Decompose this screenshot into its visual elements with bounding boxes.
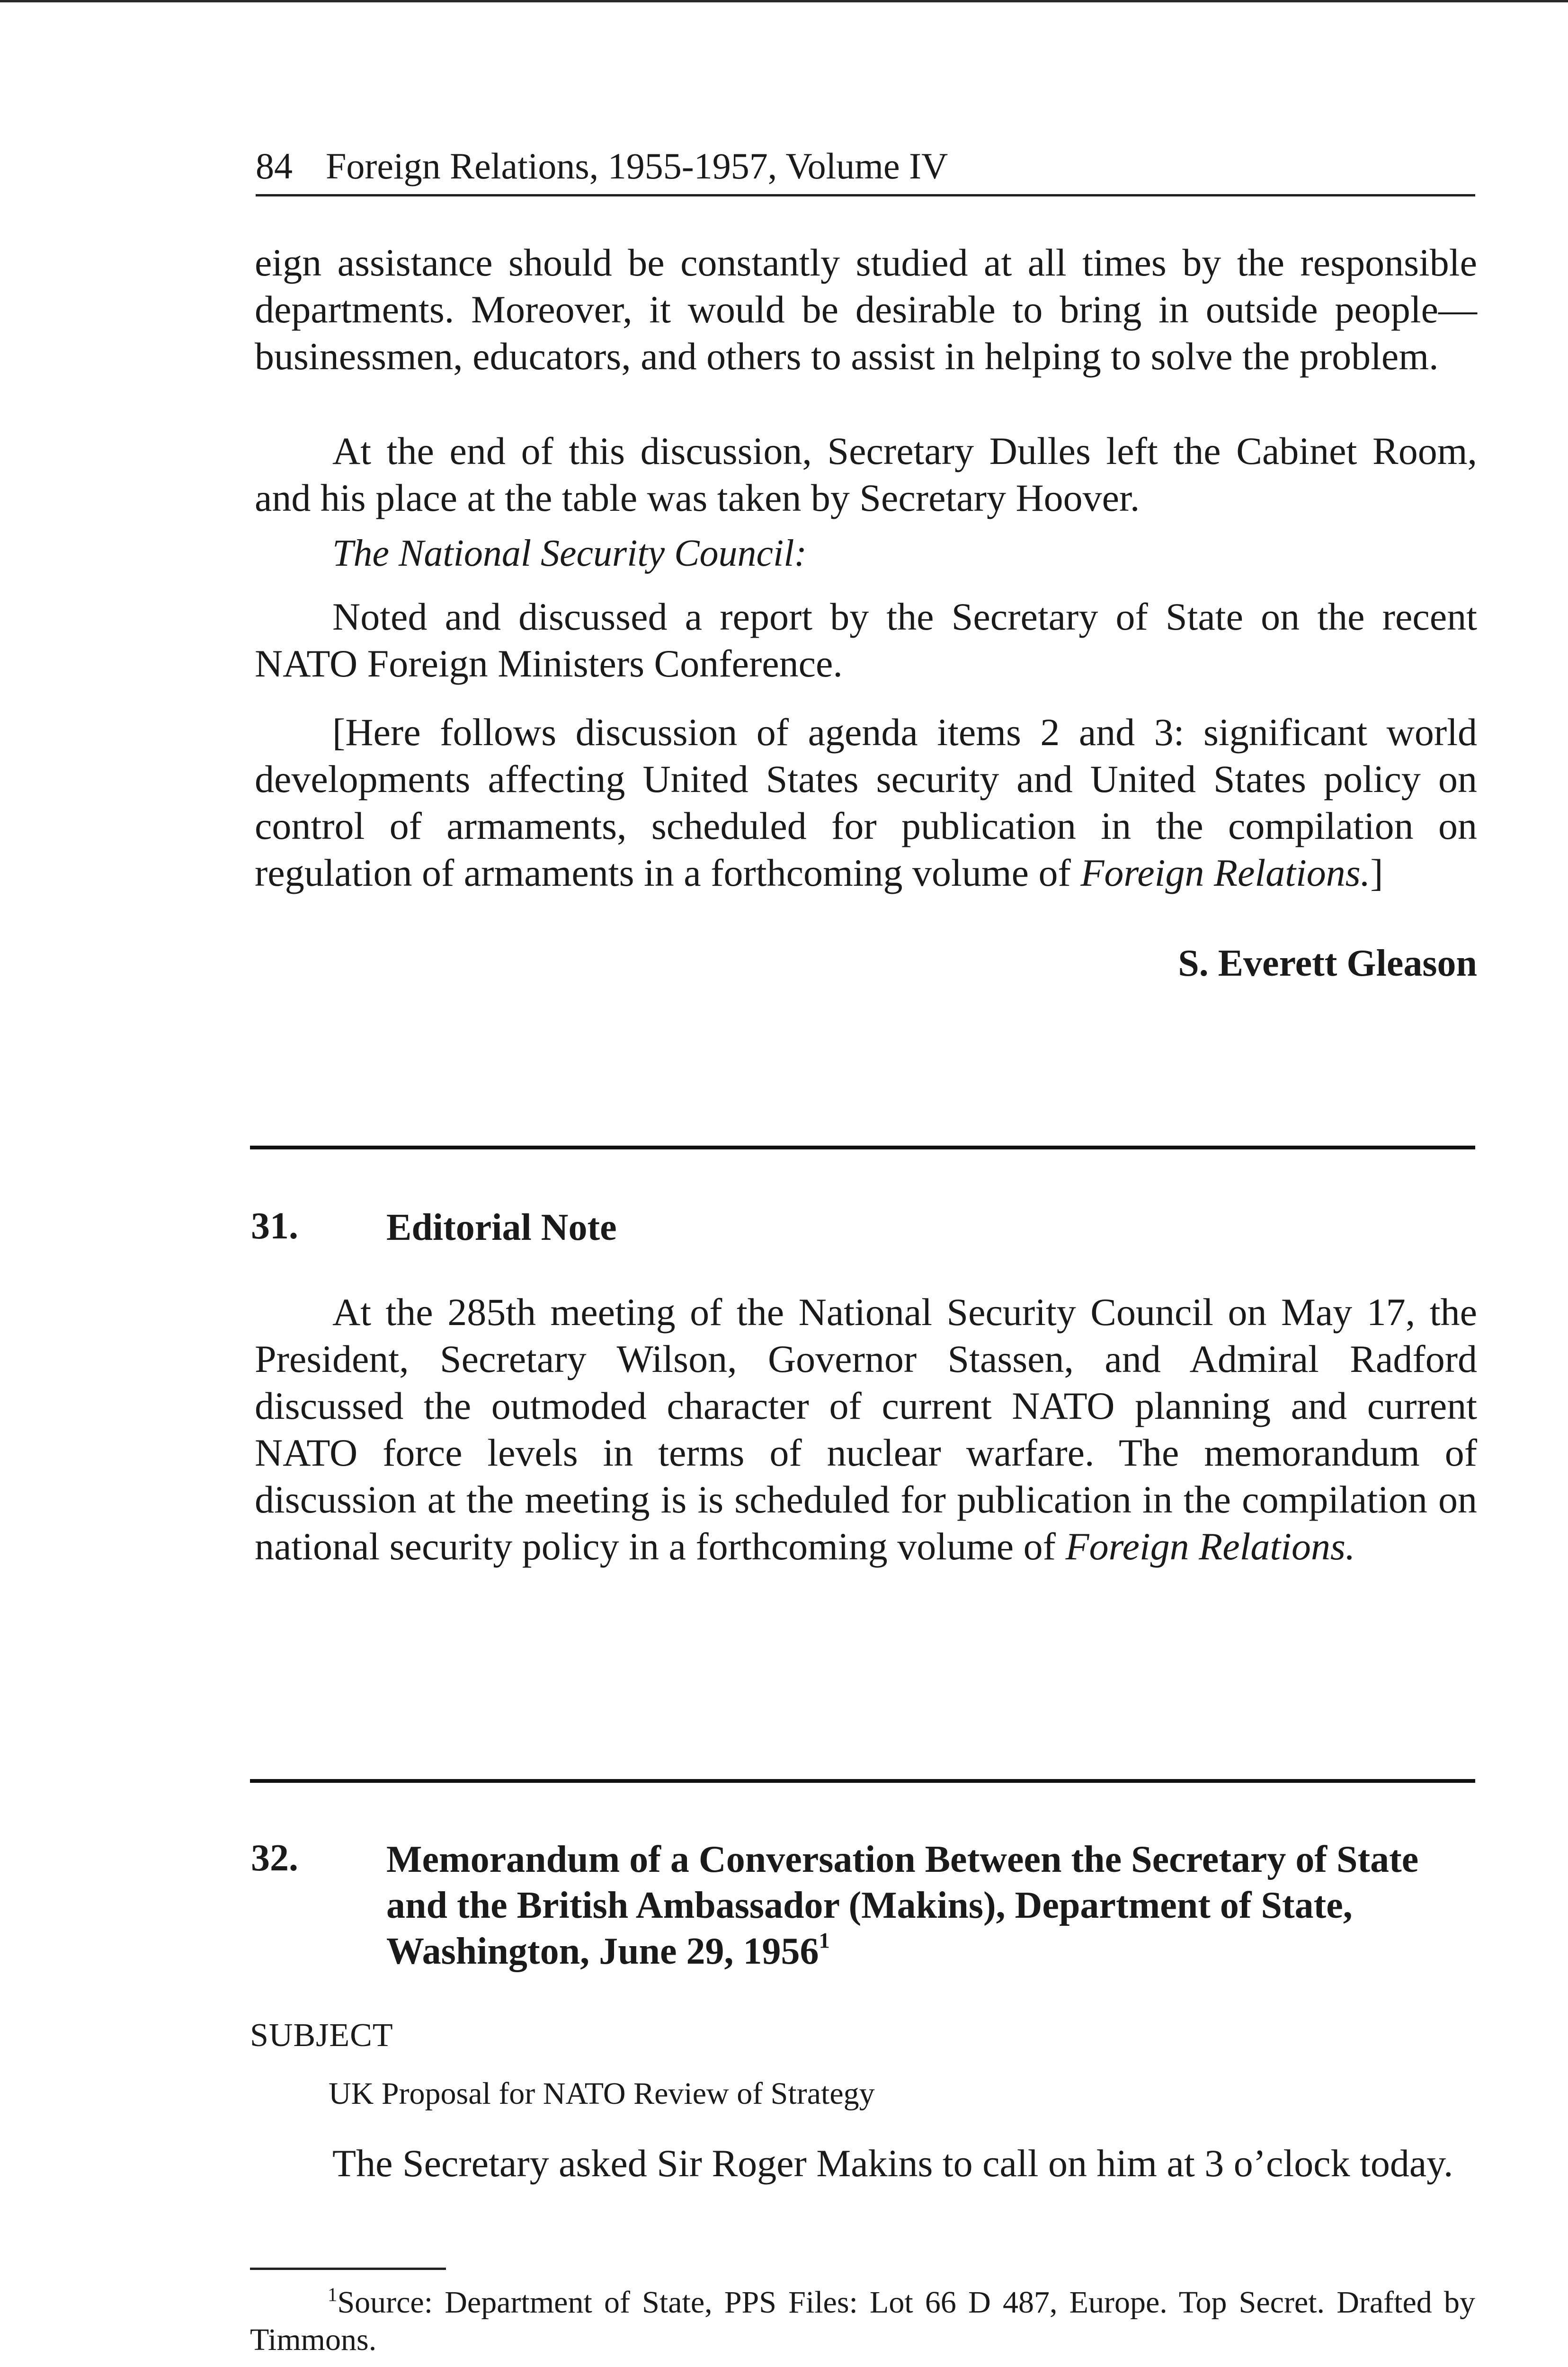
here-follows-text: [Here follows discussion of agenda items 2 and 3: significant world developments affecting United States security and United States policy on control of armaments, scheduled for publication in the compilation on regulation of armaments in a forthcoming volume of (255, 711, 1477, 894)
page-number: 84 (256, 145, 293, 187)
council-label: The National Security Council: (332, 533, 807, 574)
publication-title: Foreign Relations. (1065, 1525, 1355, 1568)
footnote-mark: 1 (328, 2284, 338, 2305)
footnote-reference[interactable]: 1 (819, 1929, 830, 1953)
subject-label: SUBJECT (250, 2017, 393, 2054)
signature: S. Everett Gleason (1178, 943, 1477, 984)
footnote-divider (250, 2268, 446, 2270)
running-title: Foreign Relations, 1955-1957, Volume IV (326, 145, 948, 187)
memorandum-paragraph: The Secretary asked Sir Roger Makins to call on him at 3 o’clock today. (332, 2142, 1453, 2185)
editorial-note-text: At the 285th meeting of the National Security Council on May 17, the President, Secretary Wilson, Governor Stassen, and Admiral Radford discussed the outmoded character of current NATO planning and current NATO force levels in terms of nuclear warfare. The memorandum of discussion at the meeting is is scheduled for publication in the compilation on national security policy in a forthcoming volume of (255, 1290, 1477, 1568)
paragraph-continuation: eign assistance should be constantly studied at all times by the responsible departments. Moreover, it would be desirable to bring in outside people—businessmen, educators, and others to assist in helping to solve the problem. (255, 241, 1477, 378)
subject-value: UK Proposal for NATO Review of Strategy (329, 2076, 875, 2111)
page-top-border (0, 0, 1568, 2)
paragraph-dulles-left: At the end of this discussion, Secretary Dulles left the Cabinet Room, and his place at the table was taken by Secretary Hoover. (255, 429, 1477, 519)
document-number: 32. (251, 1837, 298, 1879)
running-header (256, 138, 1475, 196)
publication-title: Foreign Relations. (1080, 851, 1371, 894)
document-number: 31. (251, 1205, 298, 1247)
section-divider (250, 1146, 1475, 1149)
footnote (250, 2284, 1475, 2358)
footnote-text: Source: Department of State, PPS Files: Lot 66 D 487, Europe. Top Secret. Drafted by Timmons. (250, 2285, 1475, 2357)
paragraph-here-follows (255, 709, 1477, 896)
section-divider (250, 1779, 1475, 1783)
document-title: Editorial Note (386, 1207, 617, 1248)
memorandum-title-text: Memorandum of a Conversation Between the Secretary of State and the British Ambassador (Makins), Department of State, Washington, June 29, 1956 (386, 1839, 1419, 1972)
editorial-note-paragraph (255, 1289, 1477, 1570)
closing-bracket: ] (1370, 851, 1383, 894)
document-title (386, 1837, 1475, 1975)
paragraph-noted: Noted and discussed a report by the Secretary of State on the recent NATO Foreign Ministers Conference. (255, 595, 1477, 685)
